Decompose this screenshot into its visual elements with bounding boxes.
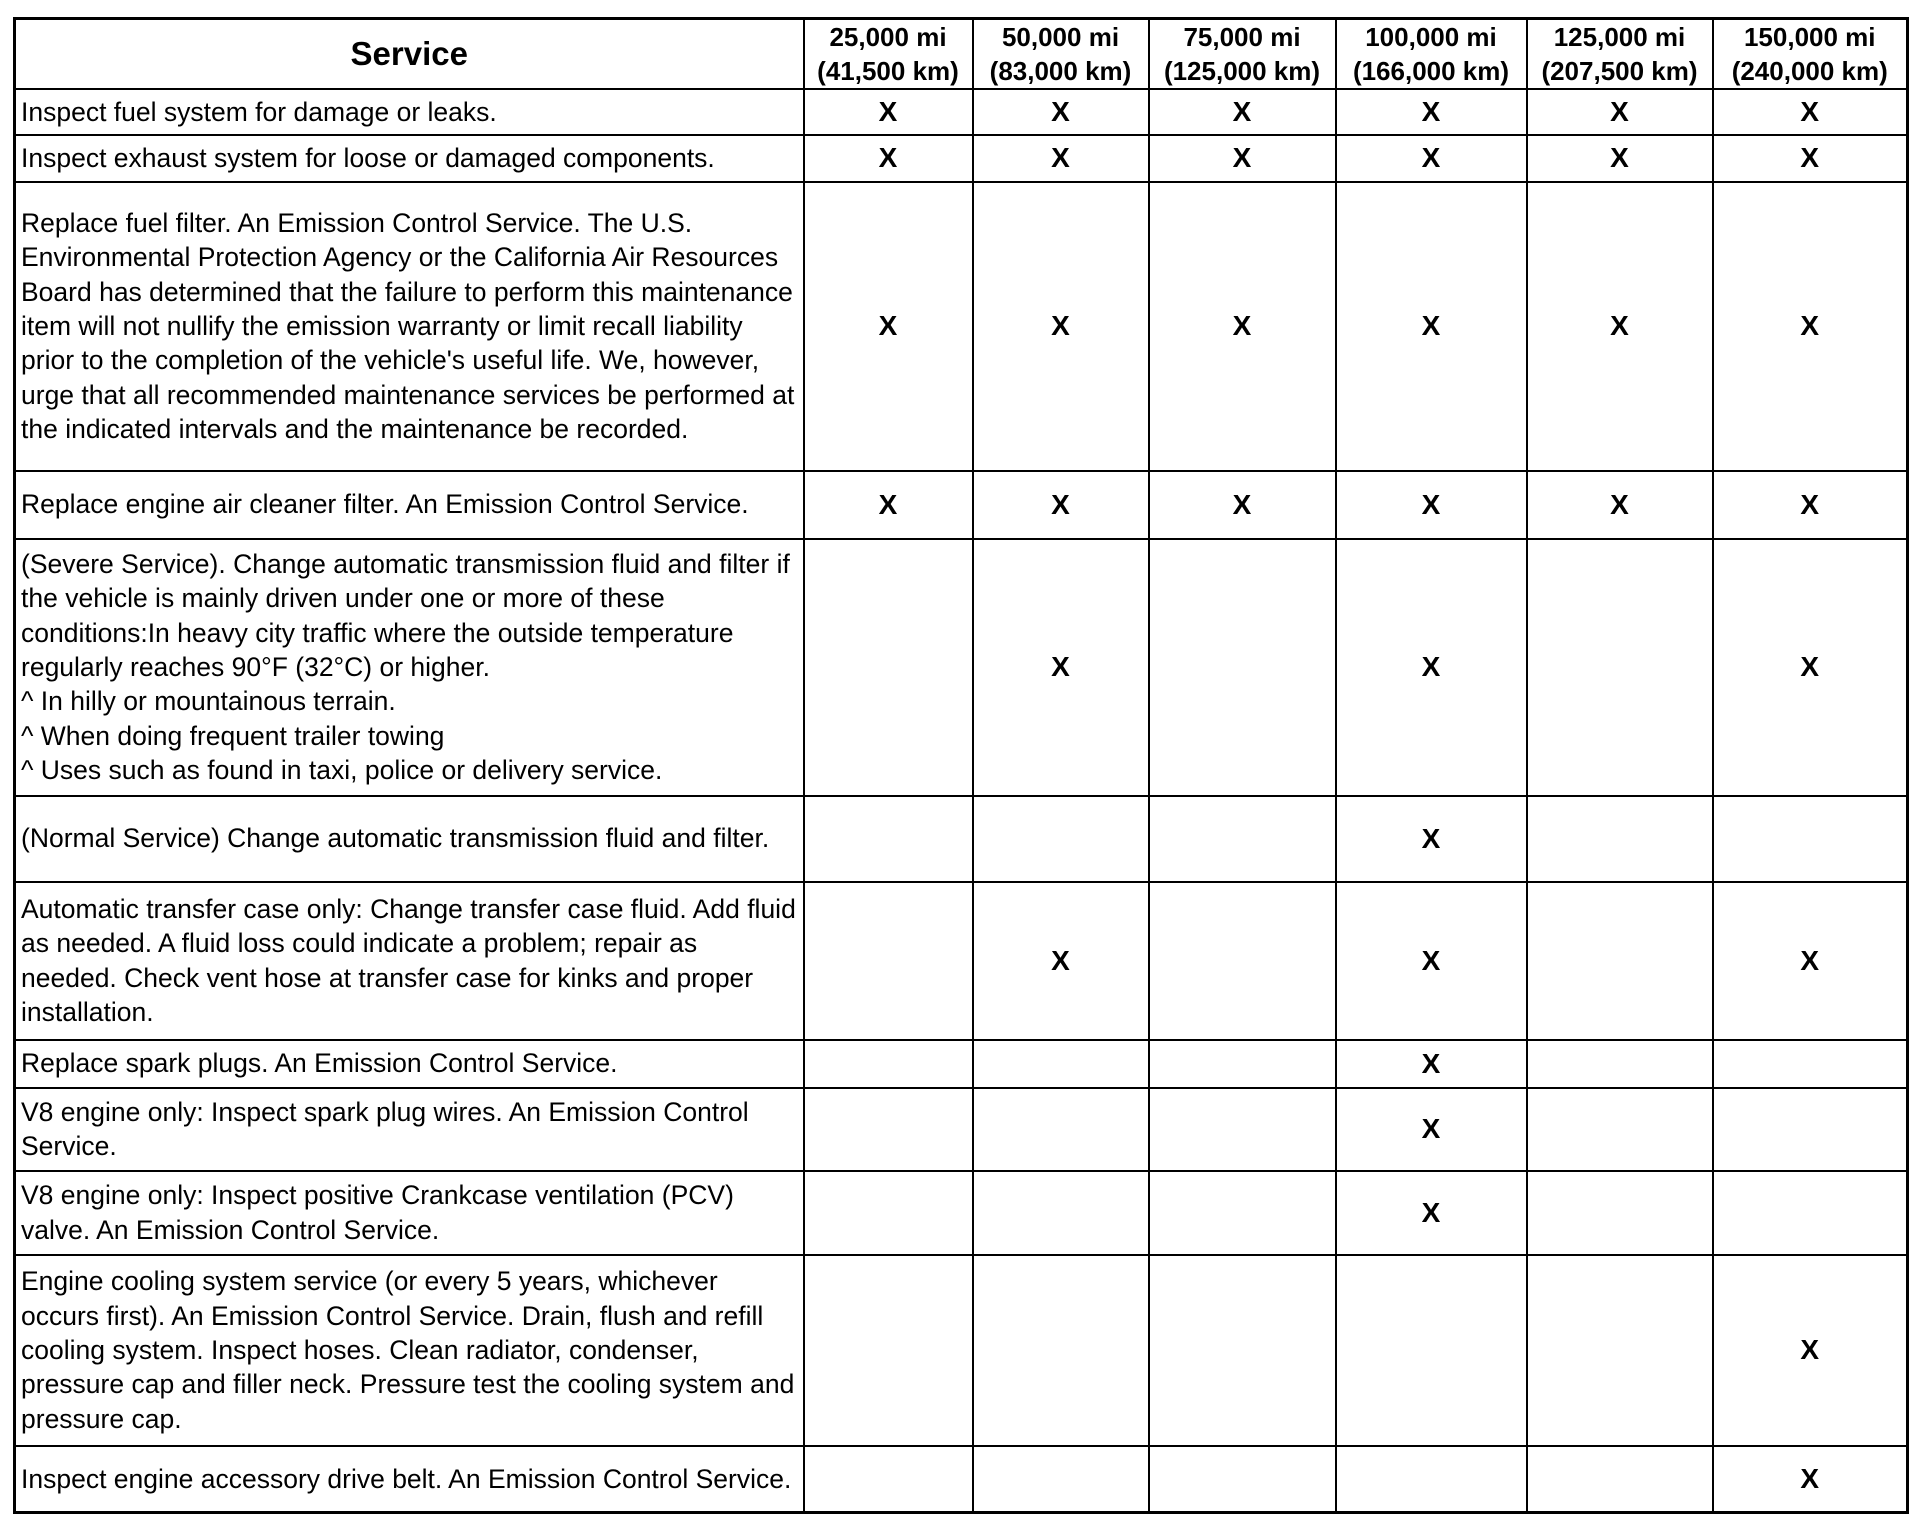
schedule-mark: X: [973, 89, 1149, 135]
service-description: [15, 1446, 804, 1513]
schedule-mark: X: [1336, 796, 1527, 882]
interval-header-50000: [973, 19, 1149, 90]
service-description: [15, 1171, 804, 1255]
schedule-mark: X: [804, 182, 973, 471]
interval-miles: 150,000 mi: [1743, 22, 1876, 52]
schedule-mark: X: [1336, 1040, 1527, 1088]
schedule-mark: [1336, 1446, 1527, 1513]
schedule-mark: X: [1713, 471, 1908, 539]
table-row: [15, 796, 1908, 882]
schedule-mark: [1149, 539, 1336, 796]
schedule-mark: [1527, 539, 1713, 796]
schedule-mark: [1713, 1088, 1908, 1171]
schedule-mark: [804, 882, 973, 1040]
interval-miles: 100,000 mi: [1365, 22, 1497, 52]
service-condition: ^ In hilly or mountainous terrain.: [21, 686, 396, 717]
table-row: [15, 1255, 1908, 1446]
schedule-mark: [1713, 796, 1908, 882]
schedule-mark: [804, 539, 973, 796]
interval-miles: 125,000 mi: [1553, 22, 1686, 52]
service-description: [15, 135, 804, 181]
schedule-mark: [1713, 1171, 1908, 1255]
schedule-mark: X: [1336, 182, 1527, 471]
service-text: Engine cooling system service (or every 5 years, whichever occurs first). An Emission Control Service. Drain, flush and refill cooling system. Inspect hoses. Clean radiator, condenser, pressure cap and filler neck. Pressure test the cooling system and pressure cap.: [21, 1266, 795, 1434]
schedule-mark: X: [1527, 182, 1713, 471]
interval-km: (83,000 km): [989, 56, 1132, 86]
schedule-mark: [1527, 1446, 1713, 1513]
schedule-mark: X: [973, 135, 1149, 181]
schedule-mark: [1149, 1446, 1336, 1513]
schedule-mark: X: [1336, 89, 1527, 135]
table-row: [15, 89, 1908, 135]
service-text: Inspect exhaust system for loose or damaged components.: [21, 143, 715, 174]
service-text: (Normal Service) Change automatic transmission fluid and filter.: [21, 823, 770, 854]
interval-miles: 50,000 mi: [1001, 22, 1120, 52]
schedule-mark: [1149, 1171, 1336, 1255]
schedule-mark: [804, 1088, 973, 1171]
schedule-mark: X: [1149, 471, 1336, 539]
schedule-mark: [973, 1040, 1149, 1088]
table-row: [15, 1040, 1908, 1088]
schedule-mark: [1149, 1088, 1336, 1171]
service-description: [15, 1255, 804, 1446]
schedule-mark: X: [1336, 135, 1527, 181]
schedule-mark: [804, 1446, 973, 1513]
interval-header-25000: [804, 19, 973, 90]
service-condition: ^ Uses such as found in taxi, police or delivery service.: [21, 754, 663, 785]
schedule-mark: X: [1527, 135, 1713, 181]
interval-miles: 75,000 mi: [1183, 22, 1301, 52]
service-text: Replace fuel filter. An Emission Control Service. The U.S. Environmental Protection Agency or the California Air Resources Board has determined that the failure to perform this maintenance item will not nullify the emission warranty or limit recall liability prior to the completion of the vehicle's useful life. We, however, urge that all recommended maintenance services be performed at the indicated intervals and the maintenance be recorded.: [21, 208, 795, 444]
schedule-mark: X: [1149, 182, 1336, 471]
interval-km: (125,000 km): [1163, 56, 1321, 86]
schedule-mark: X: [1336, 539, 1527, 796]
service-description: [15, 471, 804, 539]
schedule-mark: [1527, 796, 1713, 882]
schedule-mark: [804, 1171, 973, 1255]
table-row: [15, 471, 1908, 539]
interval-km: (207,500 km): [1541, 56, 1698, 86]
schedule-mark: [973, 1255, 1149, 1446]
service-description: [15, 1040, 804, 1088]
schedule-mark: X: [804, 89, 973, 135]
interval-header-100000: [1336, 19, 1527, 90]
schedule-mark: X: [1336, 882, 1527, 1040]
schedule-mark: [1527, 882, 1713, 1040]
service-text: Automatic transfer case only: Change transfer case fluid. Add fluid as needed. A fluid loss could indicate a problem; repair as needed. Check vent hose at transfer case for kinks and proper installation.: [21, 894, 796, 1027]
service-text: Inspect fuel system for damage or leaks.: [21, 97, 497, 127]
interval-header-75000: [1149, 19, 1336, 90]
maintenance-schedule-table: [13, 17, 1909, 1514]
service-description: [15, 796, 804, 882]
interval-miles: 25,000 mi: [829, 22, 947, 52]
schedule-mark: [1527, 1088, 1713, 1171]
schedule-mark: [1149, 796, 1336, 882]
service-text: V8 engine only: Inspect spark plug wires. An Emission Control Service.: [21, 1096, 749, 1162]
schedule-mark: X: [804, 471, 973, 539]
schedule-mark: X: [1527, 89, 1713, 135]
service-text: Inspect engine accessory drive belt. An Emission Control Service.: [21, 1463, 792, 1494]
schedule-mark: [973, 1446, 1149, 1513]
schedule-mark: [973, 1088, 1149, 1171]
service-column-header: Service: [15, 19, 804, 90]
interval-km: (166,000 km): [1352, 56, 1510, 86]
schedule-mark: X: [1713, 1255, 1908, 1446]
table-row: [15, 539, 1908, 796]
schedule-mark: X: [973, 471, 1149, 539]
schedule-mark: [1713, 1040, 1908, 1088]
header-row: [15, 19, 1908, 90]
table-row: [15, 1446, 1908, 1513]
schedule-mark: X: [1149, 135, 1336, 181]
schedule-mark: [804, 1255, 973, 1446]
schedule-mark: X: [1713, 1446, 1908, 1513]
service-text: Replace spark plugs. An Emission Control Service.: [21, 1048, 618, 1079]
table-row: [15, 882, 1908, 1040]
service-text: Replace engine air cleaner filter. An Emission Control Service.: [21, 489, 749, 520]
service-description: [15, 539, 804, 796]
schedule-mark: X: [1713, 89, 1908, 135]
interval-header-150000: [1713, 19, 1908, 90]
schedule-mark: X: [1336, 471, 1527, 539]
schedule-mark: X: [973, 882, 1149, 1040]
interval-km: (240,000 km): [1731, 56, 1888, 86]
schedule-mark: X: [1713, 182, 1908, 471]
schedule-mark: [1149, 882, 1336, 1040]
service-description: [15, 882, 804, 1040]
schedule-mark: X: [1713, 135, 1908, 181]
schedule-mark: X: [1713, 539, 1908, 796]
schedule-mark: X: [1149, 89, 1336, 135]
schedule-mark: [1527, 1171, 1713, 1255]
service-description: [15, 1088, 804, 1171]
service-text: V8 engine only: Inspect positive Crankcase ventilation (PCV) valve. An Emission Control Service.: [21, 1180, 734, 1245]
service-description: [15, 89, 804, 135]
schedule-mark: [1336, 1255, 1527, 1446]
schedule-mark: [1149, 1040, 1336, 1088]
schedule-mark: [1527, 1040, 1713, 1088]
service-condition: ^ When doing frequent trailer towing: [21, 720, 445, 751]
interval-km: (41,500 km): [817, 56, 959, 86]
schedule-mark: X: [804, 135, 973, 181]
schedule-mark: [804, 1040, 973, 1088]
schedule-mark: X: [1527, 471, 1713, 539]
table-row: [15, 182, 1908, 471]
schedule-mark: X: [1336, 1171, 1527, 1255]
service-text: (Severe Service). Change automatic transmission fluid and filter if the vehicle is mainly driven under one or more of these conditions:In heavy city traffic where the outside temperature regularly reaches 90°F (32°C) or higher.: [21, 549, 790, 682]
schedule-mark: X: [973, 182, 1149, 471]
service-description: [15, 182, 804, 471]
schedule-mark: [973, 1171, 1149, 1255]
interval-header-125000: [1527, 19, 1713, 90]
schedule-mark: [973, 796, 1149, 882]
schedule-mark: X: [1713, 882, 1908, 1040]
schedule-mark: X: [1336, 1088, 1527, 1171]
schedule-mark: X: [973, 539, 1149, 796]
table-row: [15, 1171, 1908, 1255]
schedule-mark: [804, 796, 973, 882]
schedule-mark: [1527, 1255, 1713, 1446]
schedule-mark: [1149, 1255, 1336, 1446]
table-row: [15, 135, 1908, 181]
table-row: [15, 1088, 1908, 1171]
